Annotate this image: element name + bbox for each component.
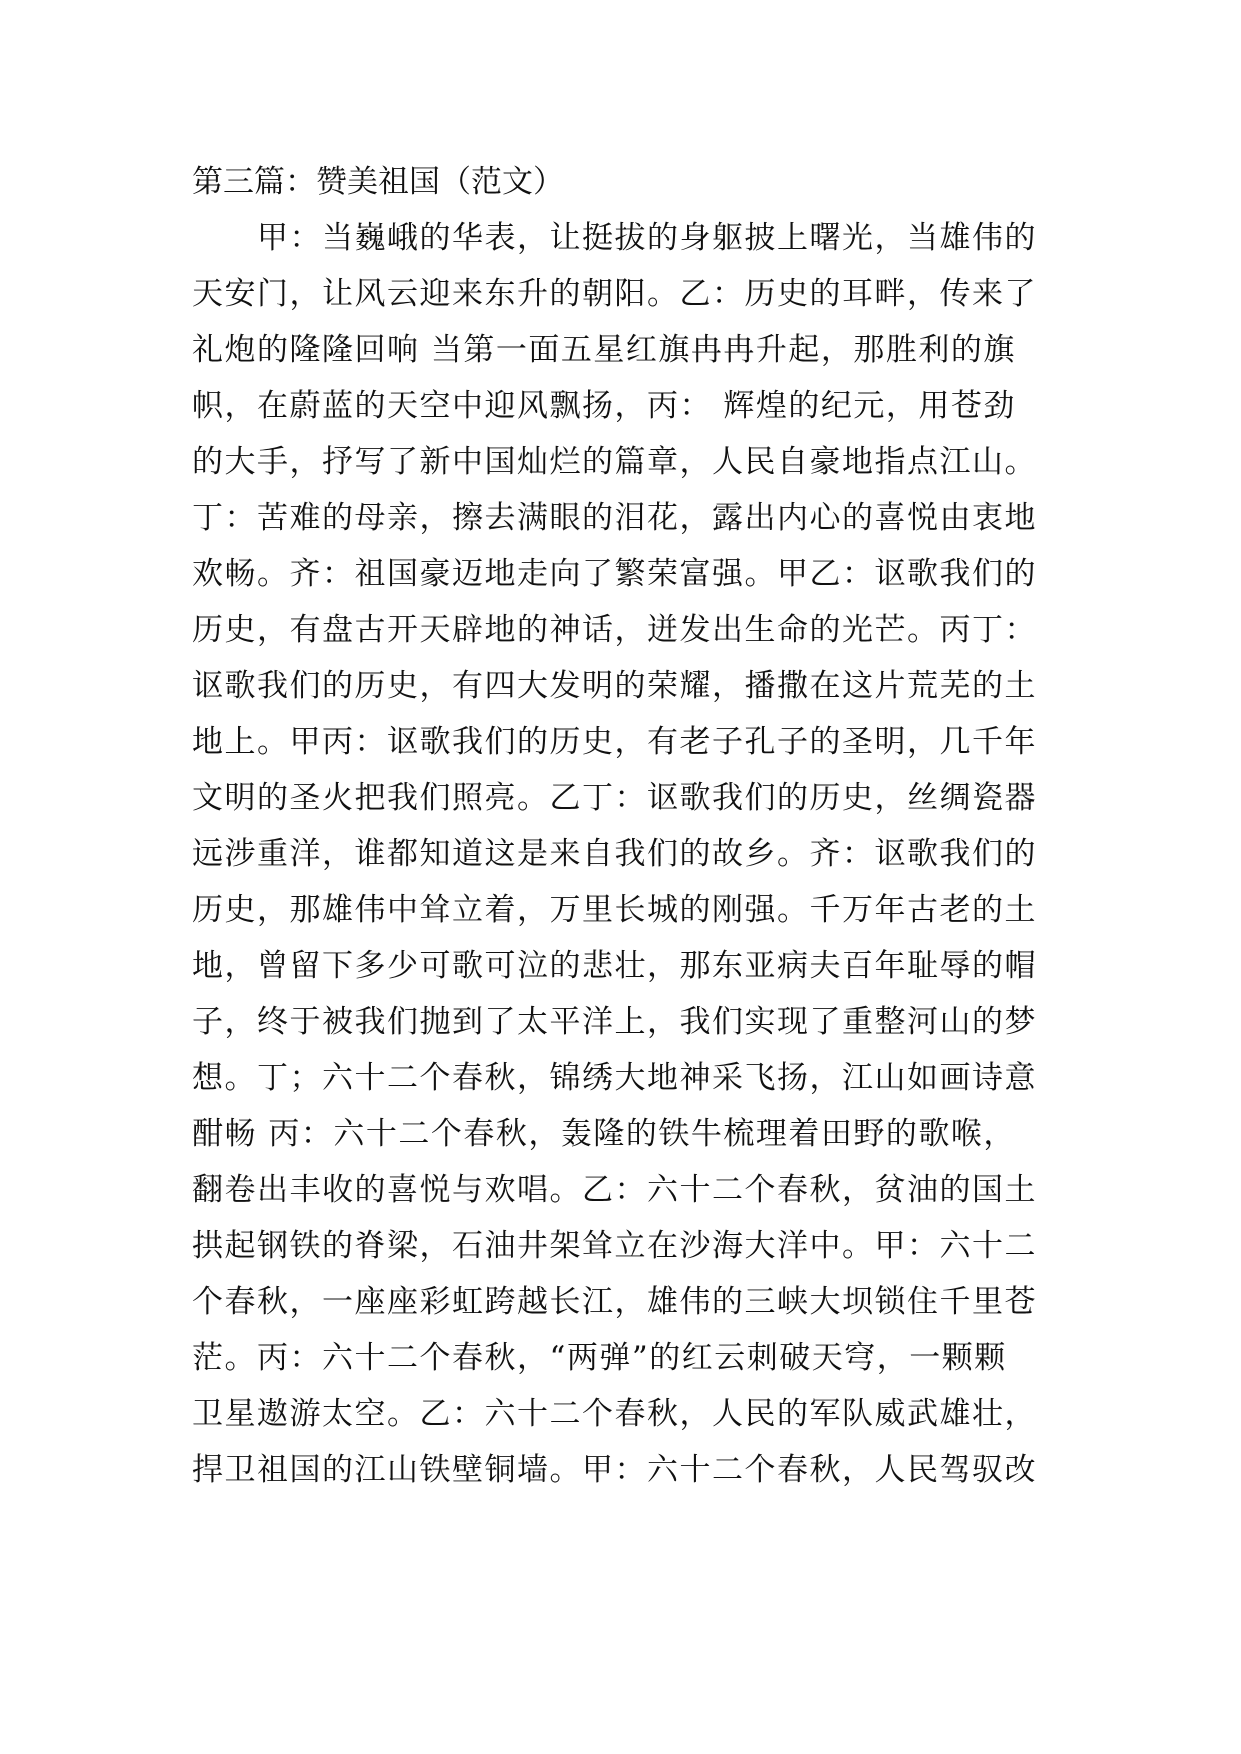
text-line: 地，曾留下多少可歌可泣的悲壮，那东亚病夫百年耻辱的帽 (192, 948, 1037, 984)
text-line: 历史，那雄伟中耸立着，万里长城的刚强。千万年古老的土 (192, 892, 1037, 928)
text-line: 礼炮的隆隆回响 当第一面五星红旗冉冉升起，那胜利的旗 (192, 332, 1016, 368)
text-line: 历史，有盘古开天辟地的神话，迸发出生命的光芒。丙丁： (192, 612, 1037, 648)
text-line: 捍卫祖国的江山铁壁铜墙。甲：六十二个春秋，人民驾驭改 (192, 1452, 1037, 1488)
text-line: 想。丁；六十二个春秋，锦绣大地神采飞扬，江山如画诗意 (192, 1060, 1037, 1096)
text-line: 欢畅。齐：祖国豪迈地走向了繁荣富强。甲乙：讴歌我们的 (192, 556, 1037, 592)
text-line: 个春秋，一座座彩虹跨越长江，雄伟的三峡大坝锁住千里苍 (192, 1284, 1037, 1320)
text-line: 子，终于被我们抛到了太平洋上，我们实现了重整河山的梦 (192, 1004, 1037, 1040)
text-line: 茫。丙：六十二个春秋，“两弹”的红云刺破天穹，一颗颗 (192, 1340, 1007, 1376)
text-line: 的大手，抒写了新中国灿烂的篇章，人民自豪地指点江山。 (192, 444, 1037, 480)
text-line: 讴歌我们的历史，有四大发明的荣耀，播撒在这片荒芜的土 (192, 668, 1037, 704)
text-line: 文明的圣火把我们照亮。乙丁：讴歌我们的历史，丝绸瓷器 (192, 780, 1037, 816)
text-line: 天安门，让风云迎来东升的朝阳。乙：历史的耳畔，传来了 (192, 276, 1037, 312)
text-line: 翻卷出丰收的喜悦与欢唱。乙：六十二个春秋，贫油的国土 (192, 1172, 1037, 1208)
text-line: 远涉重洋，谁都知道这是来自我们的故乡。齐：讴歌我们的 (192, 836, 1037, 872)
text-line: 帜，在蔚蓝的天空中迎风飘扬，丙： 辉煌的纪元，用苍劲 (192, 388, 1016, 424)
text-line: 拱起钢铁的脊梁，石油井架耸立在沙海大洋中。甲：六十二 (192, 1228, 1037, 1264)
text-line: 地上。甲丙：讴歌我们的历史，有老子孔子的圣明，几千年 (192, 724, 1037, 760)
text-line: 甲：当巍峨的华表，让挺拔的身躯披上曙光，当雄伟的 (192, 220, 1037, 256)
text-line: 酣畅 丙：六十二个春秋，轰隆的铁牛梳理着田野的歌喉， (192, 1116, 1016, 1152)
document-title: 第三篇：赞美祖国（范文） (192, 164, 564, 200)
text-line: 丁：苦难的母亲，擦去满眼的泪花，露出内心的喜悦由衷地 (192, 500, 1037, 536)
text-line: 卫星遨游太空。乙：六十二个春秋，人民的军队威武雄壮， (192, 1396, 1037, 1432)
